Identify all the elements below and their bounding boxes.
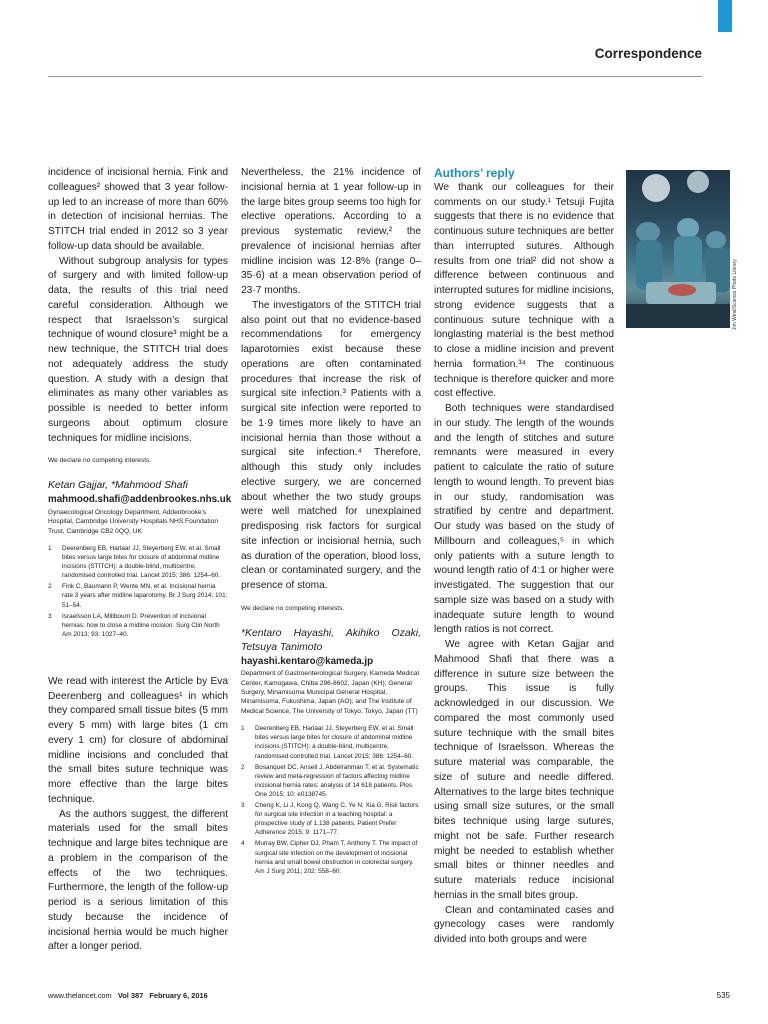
author-email[interactable]: hayashi.kentaro@kameda.jp: [241, 655, 374, 667]
reference-item: 1 Deerenberg EB, Harlaar JJ, Steyerberg EW, et al. Small bites versus large bites for closure of abdominal midline incisions (STITCH): a double-blind, multicentre, randomised controlled trial. Lancet 2015; 386: 1254–60.: [48, 544, 221, 580]
journal-footer: [48, 991, 208, 1000]
body-paragraph: We thank our colleagues for their comments on our study.¹ Tetsuji Fujita suggests that there is no evidence that continuous suture techniques are better than interrupted sutures. Although results from one trial² did not show a difference between continuous and interrupted sutures for midline incisions, strong evidence suggests that a continuous suture technique with a longlasting material is the best method to close a midline incision and prevent hernia formation.³⁴ The continuous technique is therefore quicker and more cost effective.: [434, 181, 614, 400]
column-1: [48, 166, 232, 955]
page-number: 535: [716, 991, 730, 1000]
author-affiliation: Department of Gastroenterological Surgery, Kameda Medical Center, Kamogawa, Chiba 296-8602, Japan (KH); General Surgery, Minamisoma Municipal General Hospital, Minamisoma, Fukushima, Japan (AO); and The Institute of Medical Science, The University of Tokyo, Tokyo, Japan (TT): [241, 670, 419, 715]
body-paragraph: We agree with Ketan Gajjar and Mahmood Shafi that there was a difference in suture size between the groups. This issue is fully acknowledged in our discussion. We compared the most commonly used suture technique with the small bites technique of Israelsson. Whereas the suture material was comparable, the size of suture and needle differed. Alternatives to the large bites technique using small size sutures, or the small bites technique using large sutures, might not be safe. Further research might be needed to establish whether small bites or thinner needles and suture materials reduce incisional hernias in the small bites group.: [434, 639, 614, 901]
journal-date: February 6, 2016: [149, 991, 208, 1000]
body-paragraph: Nevertheless, the 21% incidence of incisional hernia at 1 year follow-up in the large bites group seems too high for elective operations. According to a previous systematic review,² the prevalence of incisional hernias after midline incision was 12·8% (range 0–35·6) at a mean observation period of 23·7 months.: [241, 167, 421, 296]
header-rule: [48, 76, 702, 77]
reference-item: 2 Fink C, Baumann P, Wente MN, et al. Incisional hernia rate 3 years after midline laparotomy. Br J Surg 2014; 101: 51–54.: [48, 583, 228, 609]
body-paragraph: The investigators of the STITCH trial also point out that no evidence-based recommendations for emergency laparotomies exist because these operations are often contaminated procedures that increase the risk of surgical site infection.³ Patients with a surgical site infection were reported to be 1·9 times more likely to have an incisional hernia than those without a surgical site infection.⁴ Therefore, although this study only includes elective surgery, we are concerned about whether the two study groups were well matched for unexplained predisposing risk factors for surgical site infection or incisional hernia, such as duration of the operation, blood loss, clean or contaminated surgery, and the presence of stoma.: [241, 299, 421, 591]
body-paragraph: We read with interest the Article by Eva Deerenberg and colleagues¹ in which they compared small tissue bites (5 mm every 5 mm) with large bites (1 cm every 1 cm) for closure of abdominal midline incisions and concluded that the small bites suture technique was more effective than the large bites technique.: [48, 675, 228, 805]
reference-item: 3 Israelsson LA, Millbourn D. Prevention of incisional hernias: how to close a midline incision. Surg Clin North Am 2013; 93: 1027–40.: [48, 612, 220, 638]
reference-list: [241, 724, 421, 876]
column-2: [241, 166, 421, 878]
competing-interests: We declare no competing interests.: [48, 457, 152, 465]
body-paragraph: incidence of incisional hernia. Fink and colleagues² showed that 3 year follow-up led to an increase of more than 60% in detection of incisional hernias. The STITCH trial ended in 2012 so 3 year follow-up data should be available.: [48, 167, 228, 252]
photo-credit: Jim West/Science Photo Library: [732, 259, 738, 330]
body-paragraph: Clean and contaminated cases and gynecology cases were randomly divided into both groups and were: [434, 904, 614, 945]
body-paragraph: As the authors suggest, the different materials used for the small bites technique and large bites technique are a problem in the comparison of the effects of the two techniques. Furthermore, the length of the follow-up period is a serious limitation of this study because the incidence of incisional hernia would be much higher after a longer period.: [48, 808, 228, 953]
author-email[interactable]: mahmood.shafi@addenbrookes.nhs.uk: [48, 494, 232, 505]
reference-item: 3 Cheng K, Li J, Kong Q, Wang C, Ye N, Xia G. Risk factors for surgical site infection in a teaching hospital: a prospective study of 1,138 patients. Patient Prefer Adherence 2015; 9: 1171–77.: [241, 802, 419, 837]
journal-volume: Vol 387: [117, 991, 144, 1000]
surgery-photo: [626, 170, 730, 328]
reply-heading: Authors’ reply: [434, 166, 515, 180]
reference-list: [48, 544, 228, 639]
reference-item: 2 Bosanquet DC, Ansell J, Abdelrahman T, et al. Systematic review and meta-regression of factors affecting midline incisional hernia rates: analysis of 14 618 patients. Plos One 2015; 10: e0138745.: [241, 763, 419, 798]
column-3: [434, 166, 614, 948]
body-paragraph: Without subgroup analysis for types of surgery and with limited follow-up data, the results of this trial need careful consideration. Although we respect that Israelsson’s surgical technique of wound closure³ might be a new technique, the STITCH trial does not adequately address the study question. A study with a design that eliminates as many other variables as possible is needed to better inform surgeons about optimum closure techniques for midline incisions.: [48, 255, 228, 444]
journal-site[interactable]: www.thelancet.com: [48, 991, 112, 1000]
reference-item: 1 Deerenberg EB, Harlaar JJ, Steyerberg EW, et al. Small bites versus large bites for closure of abdominal midline incisions (STITCH): a double-blind, multicentre, randomised controlled trial. Lancet 2015; 386: 1254–60.: [241, 725, 414, 760]
section-color-tab: [718, 0, 732, 32]
competing-interests: We declare no competing interests.: [241, 604, 345, 612]
body-paragraph: Both techniques were standardised in our study. The length of the wounds and the length of stitches and suture remnants were measured in every patient to calculate the ratio of suture length to wound length. To prevent bias in our study, randomisation was stratified by centre and department. Our study was based on the study of Millbourn and colleagues,⁵ in which only patients with a suture length to wound length ratio of 4:1 or higher were investigated. The suggestion that our sample size was based on a study with inadequate suture length to wound length ratios is not correct.: [434, 403, 614, 636]
surgery-scene-illustration: [626, 170, 730, 328]
section-label: Correspondence: [594, 46, 702, 61]
letter-authors: *Kentaro Hayashi, Akihiko Ozaki, Tetsuya Tanimoto: [241, 627, 421, 653]
reference-item: 4 Murray BW, Cipher DJ, Pham T, Anthony T. The impact of surgical site infection on the development of incisional hernia and small bowel obstruction in colorectal surgery. Am J Surg 2011; 202: 558–60.: [241, 840, 418, 875]
author-affiliation: Gynaecological Oncology Department, Addenbrooke’s Hospital, Cambridge University Hospitals NHS Foundation Trust, Cambridge CB2 0QQ, UK: [48, 508, 219, 535]
letter-authors: Ketan Gajjar, *Mahmood Shafi: [48, 480, 188, 491]
